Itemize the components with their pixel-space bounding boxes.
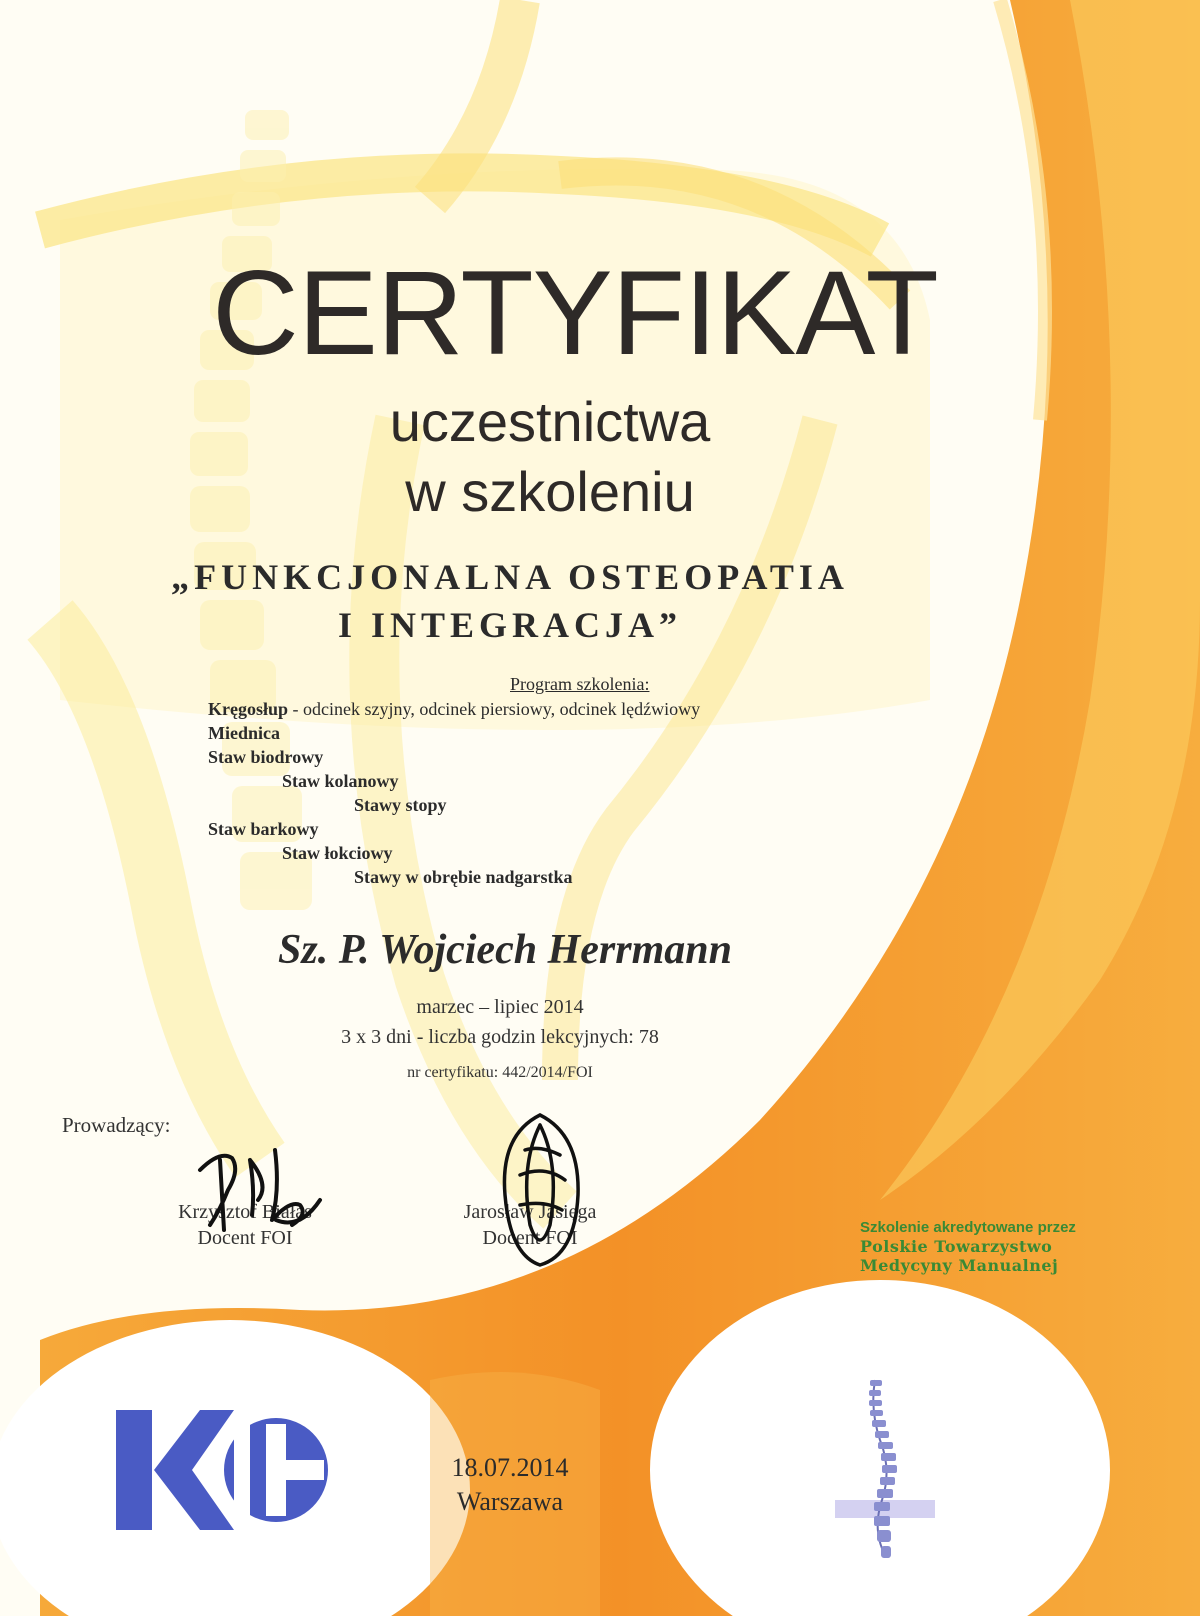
program-item-bold: Stawy w obrębie nadgarstka — [354, 867, 573, 887]
program-item-bold: Staw kolanowy — [282, 771, 399, 791]
program-item-bold: Kręgosłup — [208, 699, 289, 719]
certificate-number: nr certyfikatu: 442/2014/FOI — [407, 1064, 593, 1081]
course-hours: 3 x 3 dni - liczba godzin lekcyjnych: 78 — [341, 1026, 659, 1048]
organization-logo — [116, 1410, 328, 1530]
participant-name: Sz. P. Wojciech Herrmann — [278, 927, 732, 973]
program-item-bold: Staw łokciowy — [282, 843, 393, 863]
program-item-bold: Miednica — [208, 723, 280, 743]
instructor-2-name: Jarosław Jasięga — [463, 1201, 597, 1223]
accreditation-block — [860, 1218, 1120, 1275]
program-item — [282, 841, 393, 865]
certificate-subtitle-line1: uczestnictwa — [389, 390, 711, 453]
accreditation-line3: Medycyny Manualnej — [860, 1256, 1059, 1275]
signature-1 — [180, 1130, 340, 1250]
program-item-bold: Staw barkowy — [208, 819, 319, 839]
program-item — [208, 817, 319, 841]
program-item — [208, 697, 700, 721]
instructor-1-role: Docent FOI — [197, 1227, 293, 1249]
instructors-label: Prowadzący: — [62, 1113, 171, 1137]
program-item-bold: Staw biodrowy — [208, 747, 324, 767]
accreditation-line2: Polskie Towarzystwo — [860, 1237, 1053, 1256]
course-name-line2: I INTEGRACJA” — [337, 605, 683, 645]
spine-logo — [830, 1370, 940, 1570]
course-period: marzec – lipiec 2014 — [416, 996, 584, 1018]
program-item — [282, 769, 399, 793]
issue-place: Warszawa — [456, 1487, 564, 1516]
program-heading: Program szkolenia: — [510, 674, 650, 694]
program-item-text: - odcinek szyjny, odcinek piersiowy, odcinek lędźwiowy — [288, 699, 701, 719]
issue-date: 18.07.2014 — [451, 1453, 569, 1482]
instructor-2-role: Docent FOI — [482, 1227, 578, 1249]
program-item — [354, 865, 573, 889]
accreditation-line1: Szkolenie akredytowane przez — [860, 1219, 1076, 1236]
signature-2 — [490, 1105, 590, 1275]
program-item — [354, 793, 447, 817]
program-item — [208, 721, 280, 745]
instructor-1-name: Krzysztof Białas — [178, 1201, 312, 1223]
course-name-line1: „FUNKCJONALNA OSTEOPATIA — [171, 557, 849, 597]
certificate-subtitle-line2: w szkoleniu — [405, 460, 695, 523]
program-item-bold: Stawy stopy — [354, 795, 447, 815]
certificate-title: CERTYFIKAT — [212, 246, 938, 380]
program-item — [208, 745, 323, 769]
